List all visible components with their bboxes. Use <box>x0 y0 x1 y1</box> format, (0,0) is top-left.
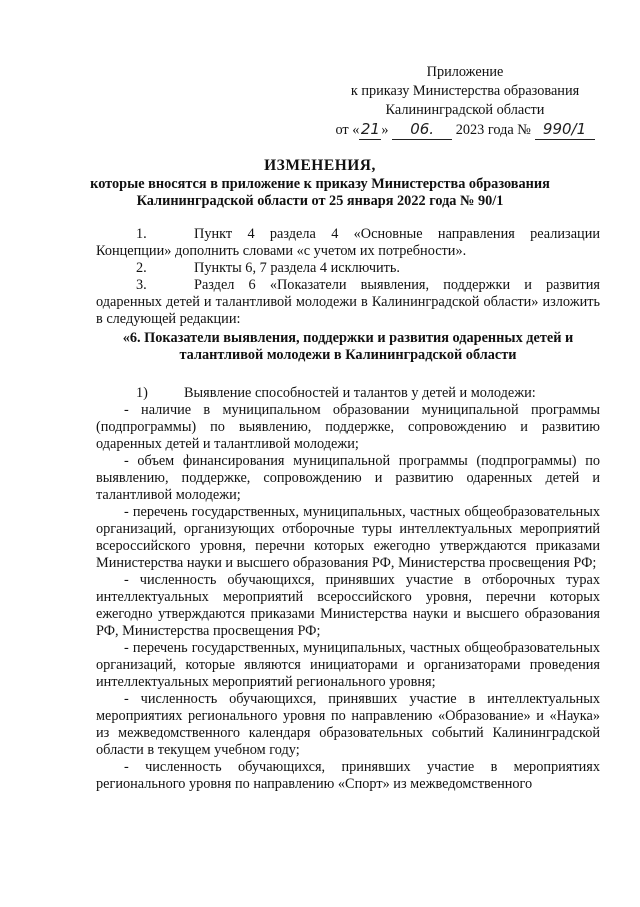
bullet-item: - перечень государственных, муниципальных, частных общеобразовательных организаций, организующих отборочные туры интеллектуальных мероприятий всероссийского уровня, перечни которых ежегодно утверждаются приказами Министерства науки и высшего образования РФ, Министерства просвещения РФ; <box>96 504 600 571</box>
bullet-item: - численность обучающихся, принявших участие в интеллектуальных мероприятиях регионального уровня по направлению «Образование» и «Наука» из межведомственного календаря образовательных событий Калининградской области в текущем учебном году; <box>96 691 600 758</box>
bullet-item: - перечень государственных, муниципальных, частных общеобразовательных организаций, которые являются инициаторами и организаторами проведения интеллектуальных мероприятий регионального уровня; <box>96 640 600 690</box>
item-3 <box>96 277 600 328</box>
subsection-text: Выявление способностей и талантов у детей и молодежи: <box>184 385 536 401</box>
bullet-item: - объем финансирования муниципальной программы (подпрограммы) по выявлению, поддержке, сопровождению и развитию одаренных детей и талантливой молодежи; <box>96 453 600 503</box>
item-number: 2. <box>136 260 147 276</box>
document-title: ИЗМЕНЕНИЯ, <box>264 157 376 174</box>
item-number: 3. <box>136 277 147 293</box>
appendix-title: Приложение <box>426 64 504 80</box>
bullet-item: - наличие в муниципальном образовании муниципальной программы (подпрограммы) по выявлению, поддержке, сопровождению и развитию одаренных детей и талантливой молодежи; <box>96 402 600 452</box>
subsection-number: 1) <box>136 385 148 401</box>
handwritten-day: 21 <box>360 120 380 138</box>
spacer <box>96 364 600 385</box>
bullet-item: - численность обучающихся, принявших участие в отборочных турах интеллектуальных мероприятий всероссийского уровня, перечни которых ежегодно утверждаются приказами Министерства науки и высшего образования РФ, Министерства просвещения РФ; <box>96 572 600 639</box>
section-heading: «6. Показатели выявления, поддержки и развития одаренных детей и талантливой молодежи в Калининградской области <box>122 330 574 363</box>
item-text: Пункты 6, 7 раздела 4 исключить. <box>194 260 401 276</box>
item-text: Раздел 6 «Показатели выявления, поддержки и развития одаренных детей и талантливой молодежи в Калининградской области» изложить в следующей редакции: <box>96 277 600 327</box>
subsection-1 <box>96 385 600 402</box>
year-text: 2023 года № <box>455 122 531 138</box>
date-day-close: » <box>381 122 389 138</box>
date-prefix: от « <box>335 122 360 138</box>
appendix-date-line <box>330 120 600 139</box>
document-subtitle-line1: которые вносятся в приложение к приказу Министерства образования <box>90 176 550 192</box>
item-text: Пункт 4 раздела 4 «Основные направления реализации Концепции» дополнить словами «с учетом их потребности». <box>96 226 600 259</box>
appendix-order-ref: к приказу Министерства образования <box>350 83 580 99</box>
item-2 <box>96 260 600 277</box>
handwritten-number: 990/1 <box>535 120 595 140</box>
item-number: 1. <box>136 226 147 242</box>
handwritten-month: 06. <box>392 120 452 140</box>
item-1 <box>96 226 600 260</box>
document-body <box>96 226 600 793</box>
appendix-region: Калининградской области <box>385 102 545 118</box>
document-subtitle-line2: Калининградской области от 25 января 2022 года № 90/1 <box>136 193 504 209</box>
appendix-block <box>330 63 600 139</box>
bullet-item: - численность обучающихся, принявших участие в мероприятиях регионального уровня по направлению «Спорт» из межведомственного <box>96 759 600 792</box>
